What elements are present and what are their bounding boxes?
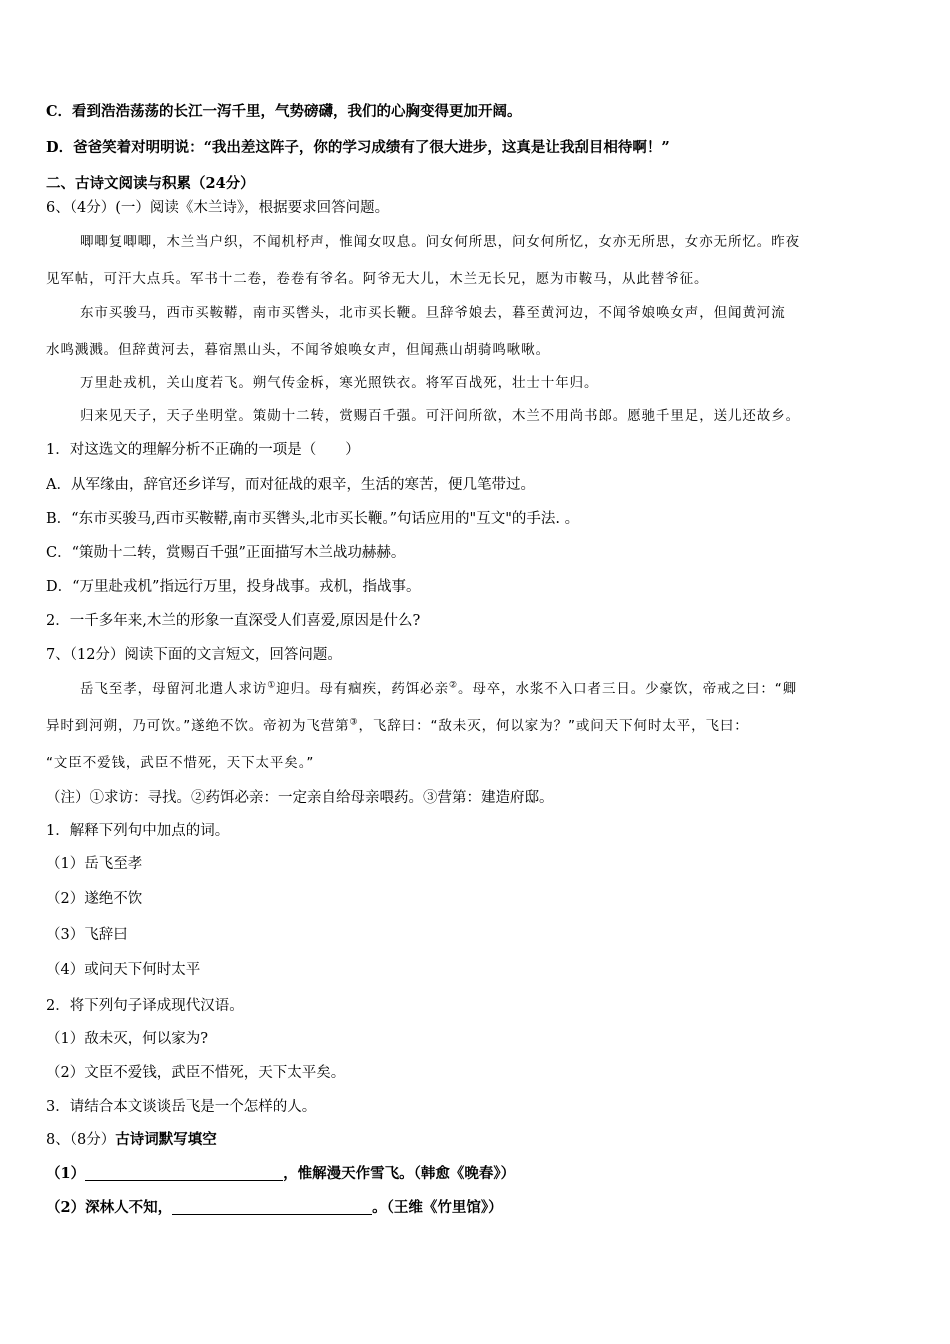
q7-sub2: 2．将下列句子译成现代汉语。	[46, 998, 244, 1014]
q7-sub1: 1．解释下列句中加点的词。	[46, 823, 230, 839]
q6-sub2: 2．一千多年来,木兰的形象一直深受人们喜爱,原因是什么?	[46, 613, 421, 629]
q6-option-a: A．从军缘由，辞官还乡详写，而对征战的艰辛，生活的寒苦，便几笔带过。	[46, 477, 535, 493]
section-title: 二、古诗文阅读与积累（24分）	[46, 175, 255, 192]
q7-passage-line: 岳飞至孝，母留河北遣人求访①迎归。母有痼疾，药饵必亲②。母卒，水浆不入口者三日。少豪饮，帝戒之曰：“卿	[80, 680, 798, 697]
poem-line: 归来见天子，天子坐明堂。策勋十二转，赏赐百千强。可汗问所欲，木兰不用尚书郎。愿驰千里足，送儿还故乡。	[80, 408, 800, 424]
q7-passage-line: 异时到河朔，乃可饮。”遂绝不饮。帝初为飞营第③，飞辞曰：“敌未灭，何以家为？”或问天下何时太平，飞曰：	[46, 717, 749, 734]
footnote-marker: ①	[267, 680, 277, 691]
poem-line: 水鸣溅溅。但辞黄河去，暮宿黑山头，不闻爷娘唤女声，但闻燕山胡骑鸣啾啾。	[46, 342, 550, 358]
q6-option-c: C．“策勋十二转，赏赐百千强”正面描写木兰战功赫赫。	[46, 545, 406, 561]
q6-option-b: B．“东市买骏马,西市买鞍鞯,南市买辔头,北市买长鞭。”句话应用的"互文"的手法. 。	[46, 511, 580, 527]
q7-sub3: 3．请结合本文谈谈岳飞是一个怎样的人。	[46, 1099, 317, 1115]
footnote-marker: ③	[349, 717, 359, 728]
q6-intro: 6、（4分）(一）阅读《木兰诗》，根据要求回答问题。	[46, 200, 390, 216]
q6-option-d: D．“万里赴戎机”指远行万里，投身战事。戎机，指战事。	[46, 579, 421, 595]
q8-heading: 8、（8分）古诗词默写填空	[46, 1131, 217, 1148]
q5-option-d: D．爸爸笑着对明明说：“我出差这阵子，你的学习成绩有了很大进步，这真是让我刮目相待啊！”	[46, 139, 670, 156]
q7-sub1-item: （1）岳飞至孝	[46, 856, 143, 872]
poem-line: 东市买骏马，西市买鞍鞯，南市买辔头，北市买长鞭。旦辞爷娘去，暮至黄河边，不闻爷娘唤女声，但闻黄河流	[80, 305, 786, 321]
q7-sub1-item: （3）飞辞曰	[46, 927, 128, 943]
q7-sub2-item: （1）敌未灭，何以家为?	[46, 1031, 208, 1047]
q5-option-c: C．看到浩浩荡荡的长江一泻千里，气势磅礴，我们的心胸变得更加开阔。	[46, 103, 522, 120]
q7-note: （注）①求访：寻找。②药饵必亲：一定亲自给母亲喂药。③营第：建造府邸。	[46, 790, 554, 806]
q8-line-1: （1） ，惟解漫天作雪飞。（韩愈《晚春》）	[46, 1165, 516, 1182]
footnote-marker: ②	[448, 680, 458, 691]
q6-sub1: 1．对这选文的理解分析不正确的一项是（ ）	[46, 442, 360, 458]
poem-line: 唧唧复唧唧，木兰当户织，不闻机杼声，惟闻女叹息。问女何所思，问女何所忆，女亦无所思，女亦无所忆。昨夜	[80, 234, 800, 250]
poem-line: 见军帖，可汗大点兵。军书十二卷，卷卷有爷名。阿爷无大儿，木兰无长兄，愿为市鞍马，从此替爷征。	[46, 271, 709, 287]
q7-sub2-item: （2）文臣不爱钱，武臣不惜死，天下太平矣。	[46, 1065, 346, 1081]
q7-sub1-item: （4）或问天下何时太平	[46, 962, 201, 978]
poem-line: 万里赴戎机，关山度若飞。朔气传金柝，寒光照铁衣。将军百战死，壮士十年归。	[80, 375, 599, 391]
fill-blank[interactable]	[172, 1199, 372, 1215]
q7-passage-line: “文臣不爱钱，武臣不惜死，天下太平矣。”	[46, 755, 315, 771]
q7-intro: 7、（12分）阅读下面的文言短文，回答问题。	[46, 647, 342, 663]
fill-blank[interactable]	[85, 1165, 283, 1181]
q7-sub1-item: （2）遂绝不饮	[46, 891, 143, 907]
q8-line-2: （2）深林人不知， 。（王维《竹里馆》）	[46, 1199, 503, 1216]
